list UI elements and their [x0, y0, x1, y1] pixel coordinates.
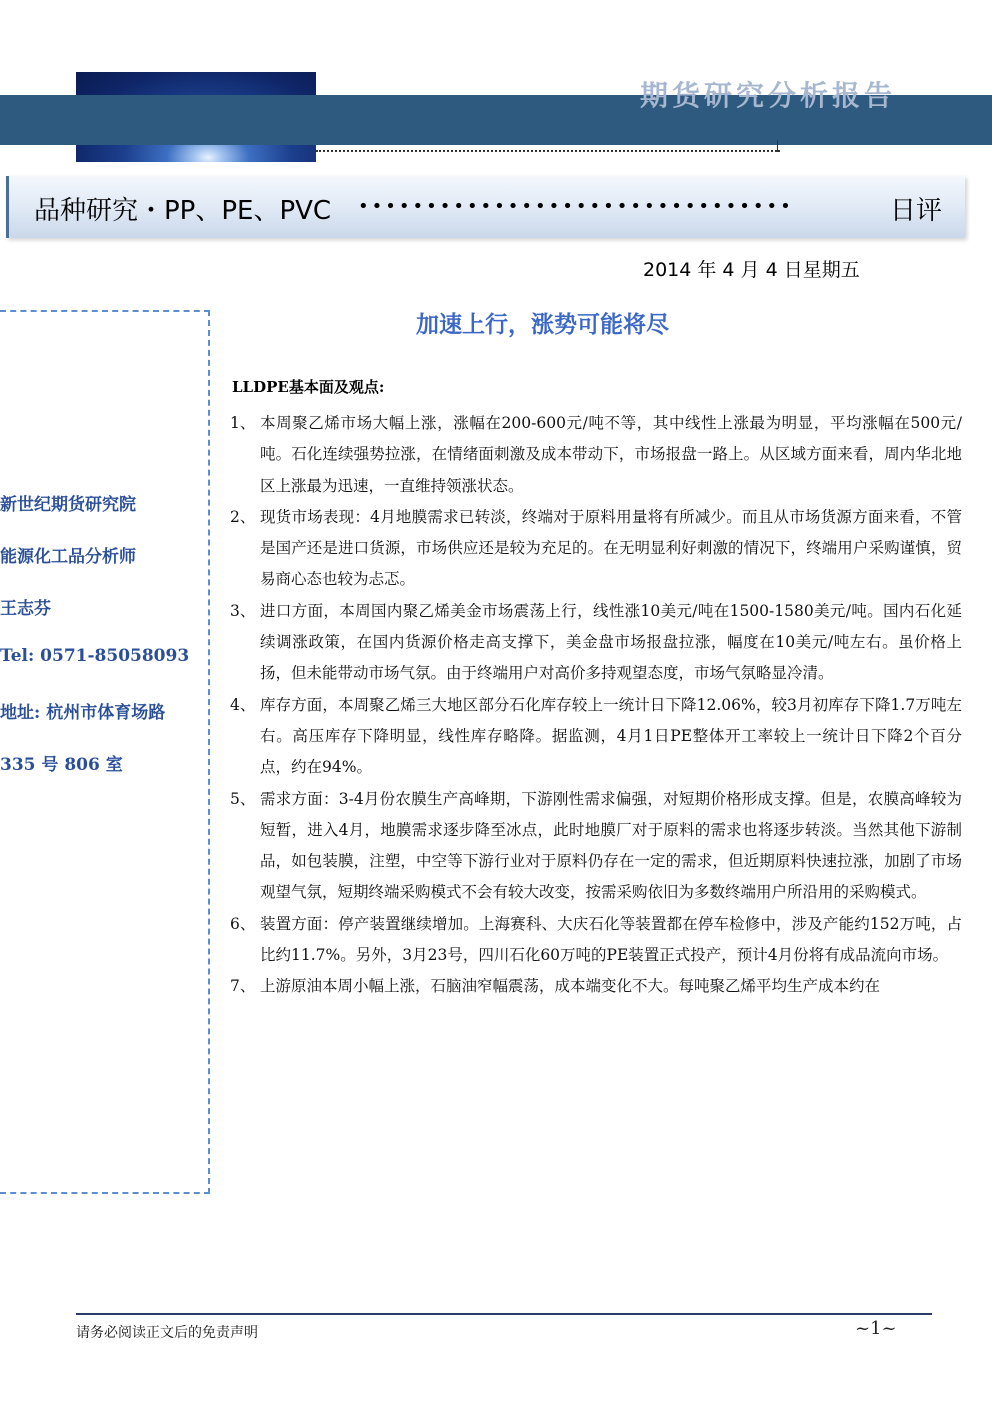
- analyst-role: 能源化工品分析师: [0, 547, 136, 567]
- analyst-address-line1: 地址: 杭州市体育场路: [0, 703, 166, 723]
- list-item-text: 本周聚乙烯市场大幅上涨，涨幅在200-600元/吨不等，其中线性上涨最为明显，平均涨幅在500元/吨。石化连续强势拉涨，在情绪面刺激及成本带动下，市场报盘一路上。从区域方面来看，周内华北地区上涨最为迅速，一直维持领涨状态。: [260, 414, 962, 495]
- section-title: LLDPE基本面及观点:: [232, 378, 385, 396]
- report-date: 2014 年 4 月 4 日星期五: [643, 259, 860, 281]
- list-item-number: 2、: [230, 507, 256, 526]
- list-item: [232, 690, 962, 784]
- list-item: [232, 909, 962, 972]
- list-item-text: 上游原油本周小幅上涨，石脑油窄幅震荡，成本端变化不大。每吨聚乙烯平均生产成本约在: [260, 977, 881, 996]
- category-dot-leader: ••••••••••••••••••••••••••••••••: [358, 196, 794, 217]
- list-item-number: 3、: [230, 601, 256, 620]
- list-item: [232, 784, 962, 909]
- institute-name: 新世纪期货研究院: [0, 495, 136, 515]
- list-item-number: 6、: [230, 914, 256, 933]
- footer-rule: [76, 1313, 932, 1315]
- disclaimer-note: 请务必阅读正文后的免责声明: [76, 1325, 258, 1341]
- list-item: [232, 971, 962, 1002]
- report-type-label: 日评: [890, 196, 943, 226]
- list-item-text: 库存方面，本周聚乙烯三大地区部分石化库存较上一统计日下降12.06%，较3月初库存下降1.7万吨左右。高压库存下降明显，线性库存略降。据监测，4月1日PE整体开工率较上一统计日下降2个百分点，约在94%。: [260, 695, 962, 777]
- analyst-sidebar: [0, 310, 210, 1194]
- list-item-text: 需求方面：3-4月份农膜生产高峰期，下游刚性需求偏强，对短期价格形成支撑。但是，农膜高峰较为短暂，进入4月，地膜需求逐步降至冰点，此时地膜厂对于原料的需求也将逐步转淡。当然其他下游制品，如包装膜，注塑，中空等下游行业对于原料仍存在一定的需求，但近期原料快速拉涨，加剧了市场观望气氛，短期终端采购模式不会有较大改变，按需采购依旧为多数终端用户所沿用的采购模式。: [260, 789, 962, 902]
- list-item: [232, 596, 962, 690]
- list-item-number: 7、: [230, 977, 256, 996]
- header-dotted-rule: [316, 150, 780, 152]
- list-item: [232, 502, 962, 596]
- report-title: 期货研究分析报告: [640, 80, 897, 111]
- list-item-number: 1、: [230, 414, 256, 432]
- list-item-text: 装置方面：停产装置继续增加。上海赛科、大庆石化等装置都在停车检修中，涉及产能约152万吨，占比约11.7%。另外，3月23号，四川石化60万吨的PE装置正式投产，预计4月份将有成品流向市场。: [260, 914, 962, 965]
- analysis-list: [232, 408, 962, 1003]
- analyst-address-line2: 335 号 806 室: [0, 755, 123, 775]
- article-headline: 加速上行，涨势可能将尽: [416, 312, 669, 338]
- category-label: 品种研究・PP、PE、PVC: [34, 196, 332, 226]
- page-number: ~1~: [855, 1318, 897, 1339]
- list-item-text: 现货市场表现：4月地膜需求已转淡，终端对于原料用量将有所减少。而且从市场货源方面来看，不管是国产还是进口货源，市场供应还是较为充足的。在无明显利好刺激的情况下，终端用户采购谨慎，贸易商心态也较为忐忑。: [260, 507, 962, 589]
- list-item-text: 进口方面，本周国内聚乙烯美金市场震荡上行，线性涨10美元/吨在1500-1580美元/吨。国内石化延续调涨政策，在国内货源价格走高支撑下，美金盘市场报盘拉涨，幅度在10美元/吨左右。虽价格上扬，但未能带动市场气氛。由于终端用户对高价多持观望态度，市场气氛略显冷清。: [260, 601, 962, 683]
- analyst-phone: Tel: 0571-85058093: [0, 646, 190, 666]
- header-dotted-rule-end: [777, 140, 778, 152]
- analyst-name: 王志芬: [0, 599, 51, 619]
- list-item-number: 5、: [230, 789, 256, 808]
- list-item-number: 4、: [230, 695, 256, 714]
- list-item: [232, 408, 962, 502]
